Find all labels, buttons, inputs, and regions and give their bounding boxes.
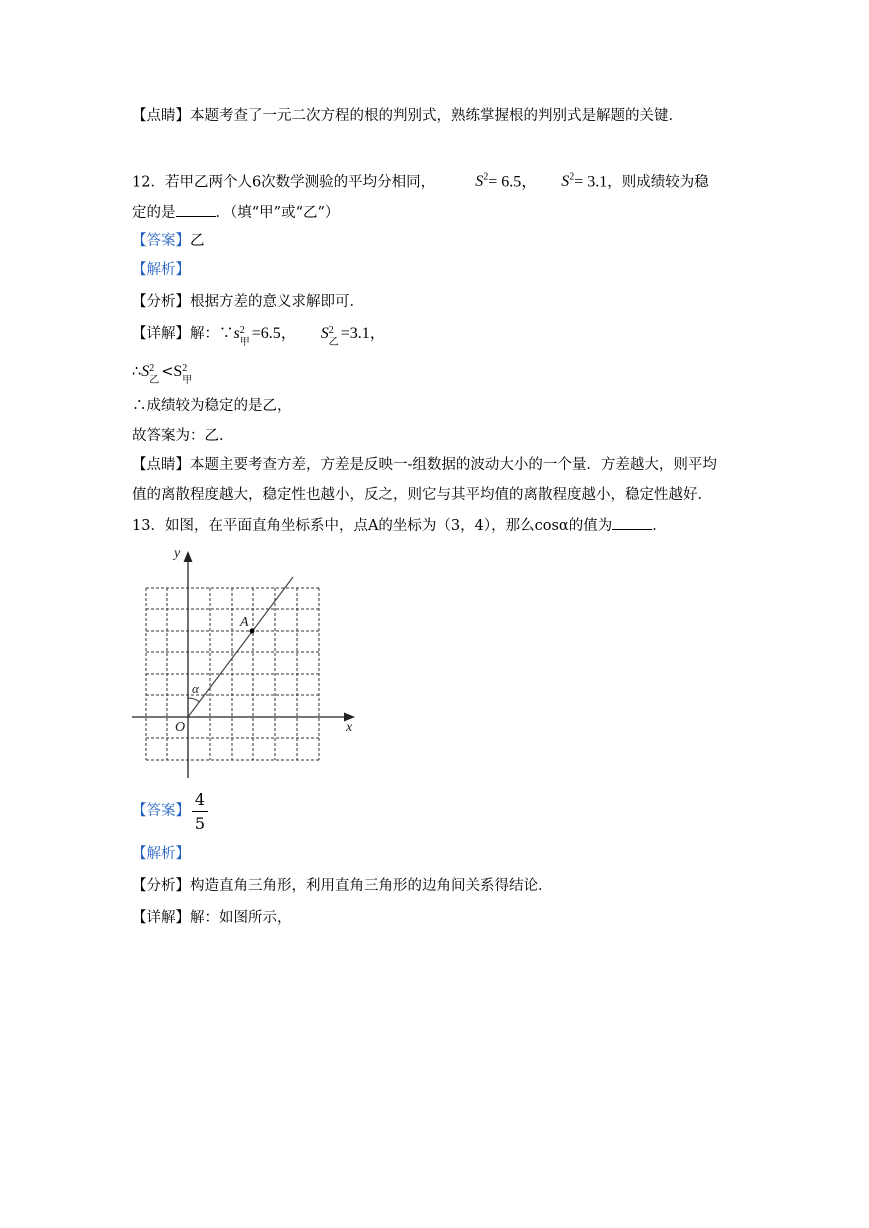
y-axis-arrow-icon [184, 551, 193, 562]
text: 解：如图所示， [190, 910, 292, 926]
fenxi-13 [132, 876, 553, 896]
tag-jiexi: 【解析】 [132, 262, 190, 278]
less-than: < [161, 364, 174, 380]
text: 故答案为：乙． [132, 428, 234, 444]
fraction-bar [192, 811, 208, 812]
y-label: y [174, 546, 181, 561]
point-A [250, 629, 255, 634]
text: 解：∵ [190, 326, 234, 342]
angle-label: α [192, 681, 199, 696]
text: 本题考查了一元二次方程的根的判别式，熟练掌握根的判别式是解题的关键． [190, 108, 683, 124]
variance-value-1: = 6.5， [488, 173, 538, 191]
value: =3.1， [340, 325, 386, 342]
variance-jia: S 2 甲 [173, 363, 193, 387]
variance-symbol-2: $S^2$ [561, 172, 575, 191]
point-A-label: A [240, 615, 249, 630]
tag-fenxi: 【分析】 [132, 878, 190, 894]
variance-value-2: = 3.1 [574, 173, 608, 191]
tag-dianjing: 【点睛】 [132, 457, 190, 473]
therefore-symbol: ∴ [132, 364, 142, 380]
question-text-tail: ． [652, 518, 667, 534]
variance-yi: S 2 乙 [320, 325, 339, 349]
answer-13 [132, 801, 190, 821]
tag-answer: 【答案】 [132, 233, 190, 249]
answer-fraction [192, 790, 208, 833]
tag-xiangjie: 【详解】 [132, 910, 190, 926]
ray-OA [188, 577, 293, 717]
tag-jiexi: 【解析】 [132, 846, 190, 862]
tag-answer: 【答案】 [132, 803, 190, 819]
question-text: 定的是 [132, 205, 176, 221]
question-number: 13． [132, 518, 165, 534]
text: 根据方差的意义求解即可． [190, 294, 364, 310]
question-text-tail: ．（填“甲”或“乙”） [215, 205, 340, 221]
jiexi-13 [132, 844, 190, 864]
x-label: x [346, 720, 353, 735]
text: 值的离散程度越大，稳定性也越小，反之，则它与其平均值的离散程度越小，稳定性越好． [132, 487, 712, 503]
variance-jia: s 2 甲 [233, 325, 250, 349]
value: =6.5， [251, 325, 297, 342]
dashed-grid [146, 588, 319, 760]
text: 构造直角三角形，利用直角三角形的边角间关系得结论． [190, 878, 553, 894]
text: ∴成绩较为稳定的是乙， [132, 398, 292, 414]
origin-label: O [175, 720, 186, 735]
text: 本题主要考查方差，方差是反映一-组数据的波动大小的一个量．方差越大，则平均 [190, 457, 717, 473]
angle-arc [188, 698, 199, 702]
question-text: 若甲乙两个人6次数学测验的平均分相同， [164, 174, 436, 191]
question-text: 如图，在平面直角坐标系中，点A的坐标为（3，4），那么cosα的值为 [164, 518, 613, 534]
variance-yi: S 2 乙 [141, 363, 160, 387]
question-text-tail: ，则成绩较为稳 [607, 174, 709, 191]
numerator: 4 [194, 790, 206, 809]
question-number: 12． [132, 174, 165, 191]
tag-xiangjie: 【详解】 [132, 326, 190, 342]
variance-symbol-1: $S^2$ [475, 172, 489, 191]
xiangjie-13 [132, 908, 292, 928]
denominator: 5 [194, 814, 206, 833]
answer-value: 乙 [190, 233, 205, 249]
tag-dianjing: 【点睛】 [132, 108, 190, 124]
tag-fenxi: 【分析】 [132, 294, 190, 310]
